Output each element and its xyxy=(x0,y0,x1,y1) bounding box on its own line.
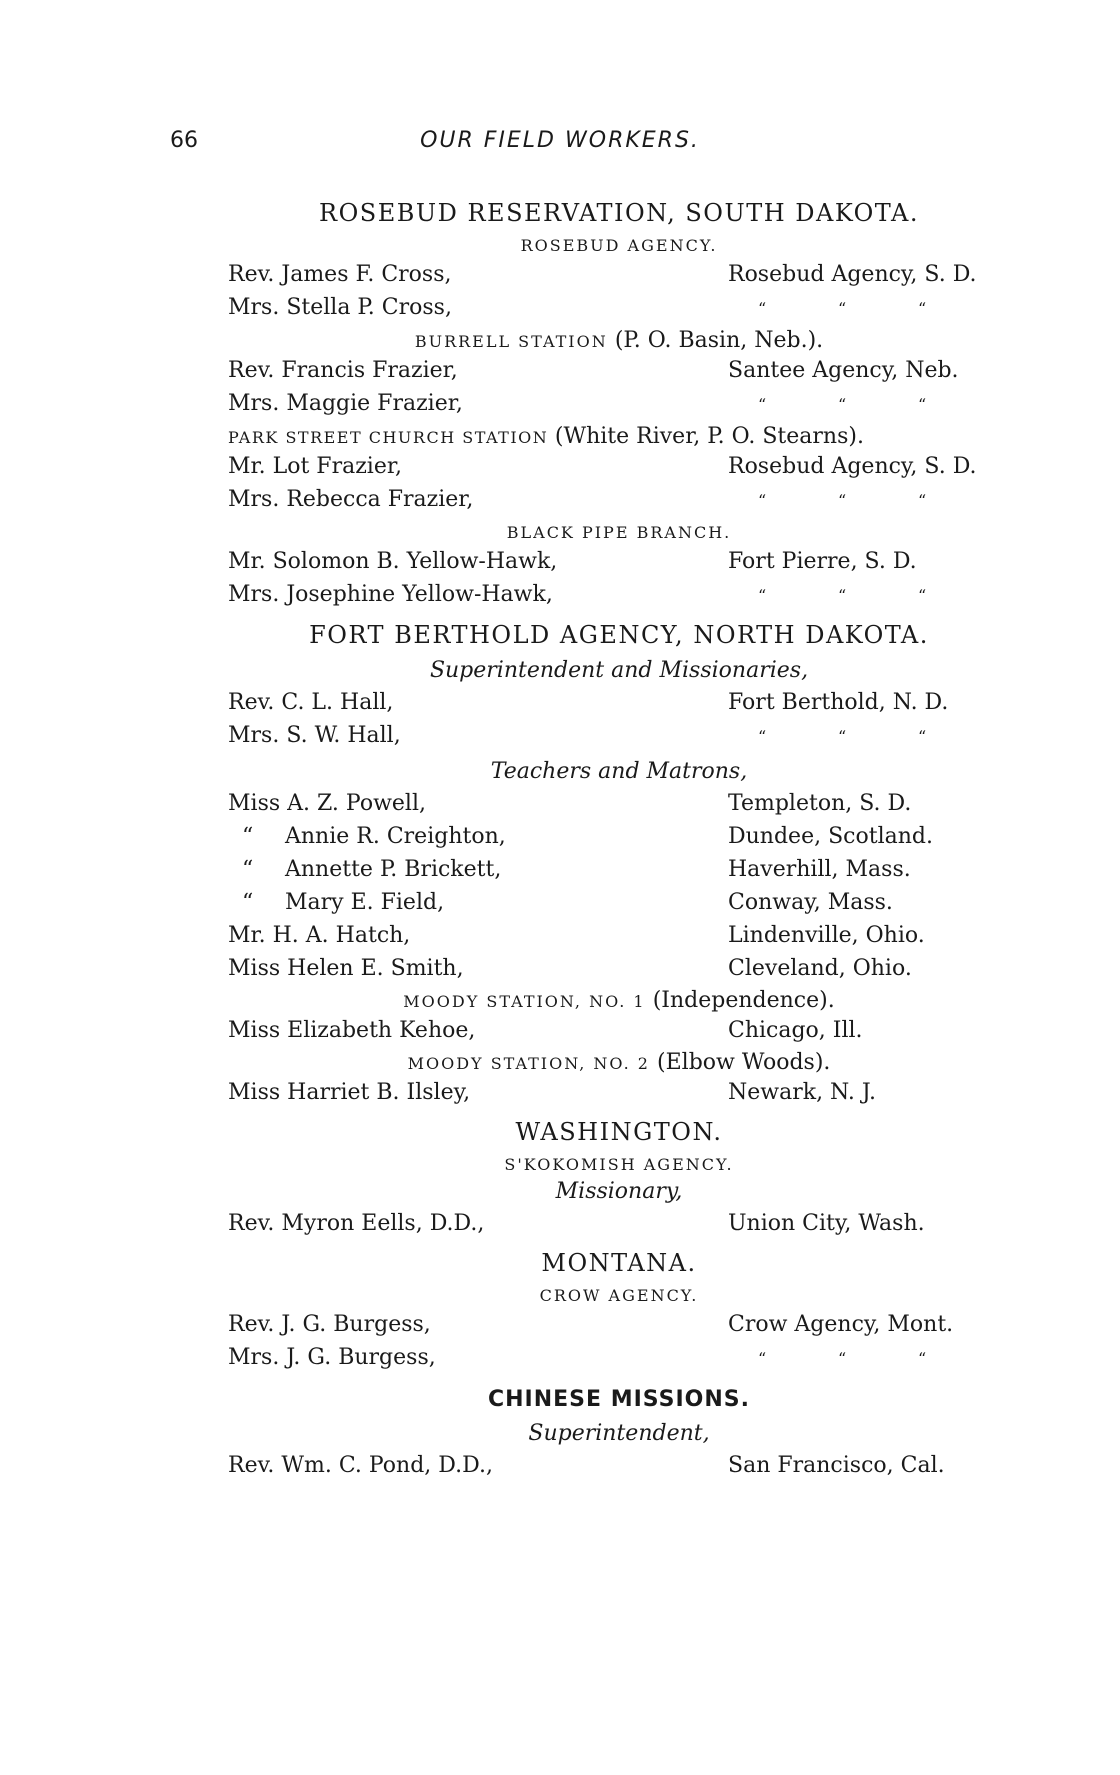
person-name: Mrs. Josephine Yellow-Hawk, xyxy=(228,582,553,607)
moody-2-list xyxy=(228,1076,1010,1109)
person-name: Mrs. S. W. Hall, xyxy=(228,723,401,748)
person-place: Conway, Mass. xyxy=(728,890,893,915)
list-item xyxy=(228,1308,1010,1341)
subheading-park-street-station: PARK STREET CHURCH STATION (White River, P. O. Stearns). xyxy=(228,424,864,449)
ditto-marks: “ “ “ xyxy=(758,491,927,510)
list-item xyxy=(228,545,1010,578)
person-place: Templeton, S. D. xyxy=(728,791,912,816)
list-item xyxy=(228,291,1010,325)
person-name: Rev. James F. Cross, xyxy=(228,262,452,287)
running-head xyxy=(0,128,1120,158)
washington-list xyxy=(228,1207,1010,1240)
person-name: Rev. Wm. C. Pond, D.D., xyxy=(228,1453,493,1478)
person-name: Miss Helen E. Smith, xyxy=(228,956,464,981)
berthold-missionaries-list xyxy=(228,686,1010,753)
rosebud-agency-list xyxy=(228,258,1010,325)
person-name: “ Annie R. Creighton, xyxy=(242,824,506,849)
person-place: Rosebud Agency, S. D. xyxy=(728,454,977,479)
person-name: Miss A. Z. Powell, xyxy=(228,791,426,816)
subheading-skokomish-agency: S'KOKOMISH AGENCY. xyxy=(504,1155,734,1174)
person-place: Fort Pierre, S. D. xyxy=(728,549,917,574)
berthold-teachers-list xyxy=(228,787,1010,985)
person-name: “ Mary E. Field, xyxy=(242,890,445,915)
montana-list xyxy=(228,1308,1010,1375)
person-place: Rosebud Agency, S. D. xyxy=(728,262,977,287)
page-number: 66 xyxy=(170,128,198,153)
person-place: Santee Agency, Neb. xyxy=(728,358,959,383)
person-name: Mr. Solomon B. Yellow-Hawk, xyxy=(228,549,558,574)
label-missionaries: Superintendent and Missionaries, xyxy=(429,658,809,683)
list-item xyxy=(228,450,1010,483)
list-item xyxy=(228,1449,1010,1482)
ditto-marks: “ “ “ xyxy=(758,586,927,605)
person-place: Cleveland, Ohio. xyxy=(728,956,912,981)
person-name: Rev. C. L. Hall, xyxy=(228,690,394,715)
person-name: “ Annette P. Brickett, xyxy=(242,857,502,882)
list-item xyxy=(228,919,1010,952)
list-item xyxy=(228,787,1010,820)
label-teachers-matrons: Teachers and Matrons, xyxy=(490,759,748,784)
section-heading-montana: MONTANA. xyxy=(541,1249,697,1277)
person-place: Chicago, Ill. xyxy=(728,1018,863,1043)
ditto-marks: “ “ “ xyxy=(758,727,927,746)
person-name: Mrs. Maggie Frazier, xyxy=(228,391,463,416)
ditto-marks: “ “ “ xyxy=(758,1349,927,1368)
list-item xyxy=(228,952,1010,985)
person-name: Rev. J. G. Burgess, xyxy=(228,1312,431,1337)
list-item xyxy=(228,1076,1010,1109)
section-heading-fort-berthold: FORT BERTHOLD AGENCY, NORTH DAKOTA. xyxy=(309,621,929,649)
person-name: Miss Harriet B. Ilsley, xyxy=(228,1080,471,1105)
park-street-list xyxy=(228,450,1010,517)
subheading-burrell-station: BURRELL STATION (P. O. Basin, Neb.). xyxy=(414,328,824,353)
person-place: Dundee, Scotland. xyxy=(728,824,933,849)
person-name: Mr. Lot Frazier, xyxy=(228,454,402,479)
person-place: Union City, Wash. xyxy=(728,1211,925,1236)
list-item xyxy=(228,578,1010,612)
list-item xyxy=(228,1341,1010,1375)
content xyxy=(228,190,1010,1486)
chinese-list xyxy=(228,1449,1010,1482)
subheading-rosebud-agency: ROSEBUD AGENCY. xyxy=(520,236,718,255)
section-heading-chinese-missions: CHINESE MISSIONS. xyxy=(488,1387,750,1412)
list-item xyxy=(228,886,1010,919)
person-place: Fort Berthold, N. D. xyxy=(728,690,949,715)
list-item xyxy=(228,1014,1010,1047)
person-name: Mrs. Stella P. Cross, xyxy=(228,295,452,320)
person-name: Mr. H. A. Hatch, xyxy=(228,923,411,948)
list-item xyxy=(228,258,1010,291)
label-superintendent: Superintendent, xyxy=(528,1421,710,1446)
list-item xyxy=(228,1207,1010,1240)
black-pipe-list xyxy=(228,545,1010,612)
list-item xyxy=(228,686,1010,719)
burrell-list xyxy=(228,354,1010,421)
list-item xyxy=(228,387,1010,421)
person-name: Miss Elizabeth Kehoe, xyxy=(228,1018,476,1043)
subheading-moody-station-1: MOODY STATION, NO. 1 (Independence). xyxy=(403,988,835,1013)
list-item xyxy=(228,483,1010,517)
subheading-black-pipe-branch: BLACK PIPE BRANCH. xyxy=(506,523,732,542)
person-name: Rev. Francis Frazier, xyxy=(228,358,458,383)
person-name: Mrs. Rebecca Frazier, xyxy=(228,487,474,512)
running-title: OUR FIELD WORKERS. xyxy=(420,128,700,153)
ditto-marks: “ “ “ xyxy=(758,299,927,318)
person-place: Crow Agency, Mont. xyxy=(728,1312,954,1337)
person-place: Newark, N. J. xyxy=(728,1080,876,1105)
label-missionary: Missionary, xyxy=(555,1179,683,1204)
person-name: Rev. Myron Eells, D.D., xyxy=(228,1211,485,1236)
list-item xyxy=(228,853,1010,886)
person-name: Mrs. J. G. Burgess, xyxy=(228,1345,436,1370)
person-place: Haverhill, Mass. xyxy=(728,857,911,882)
subheading-crow-agency: CROW AGENCY. xyxy=(539,1286,699,1305)
ditto-marks: “ “ “ xyxy=(758,395,927,414)
subheading-moody-station-2: MOODY STATION, NO. 2 (Elbow Woods). xyxy=(407,1050,831,1075)
moody-1-list xyxy=(228,1014,1010,1047)
person-place: San Francisco, Cal. xyxy=(728,1453,945,1478)
section-heading-washington: WASHINGTON. xyxy=(515,1118,723,1146)
list-item xyxy=(228,820,1010,853)
section-heading-rosebud: ROSEBUD RESERVATION, SOUTH DAKOTA. xyxy=(319,199,919,227)
list-item xyxy=(228,719,1010,753)
list-item xyxy=(228,354,1010,387)
person-place: Lindenville, Ohio. xyxy=(728,923,925,948)
